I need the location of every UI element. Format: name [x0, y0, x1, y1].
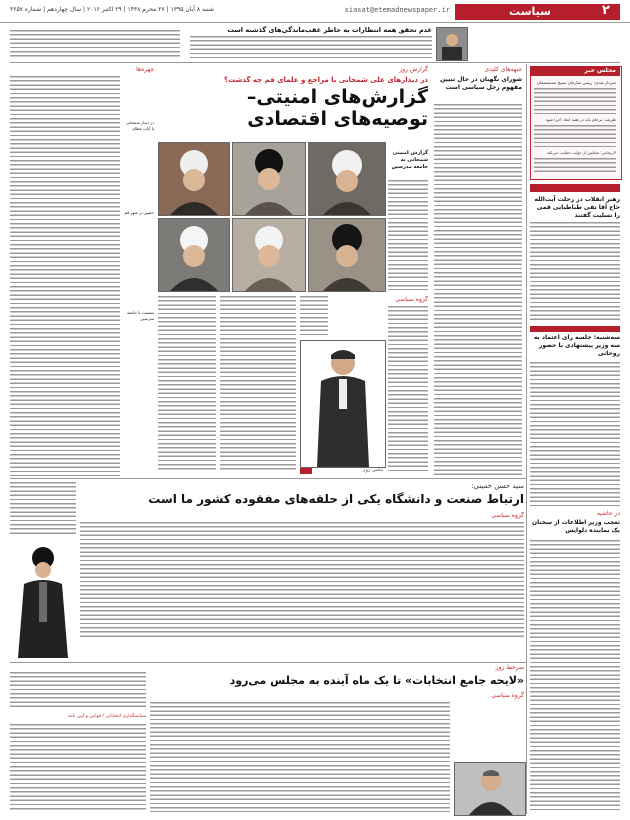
left-col-item[interactable]: نشست با جامعه مدرسین — [127, 310, 154, 321]
story2-body — [530, 222, 620, 322]
feature-side-caption[interactable]: گزارش امنیتی شمخانی به جامعه مدرسین — [391, 150, 428, 170]
mid-story-byline: گروه سیاسی — [491, 512, 524, 519]
cleric-photo — [308, 142, 386, 216]
mid-story-title[interactable]: ارتباط صنعت و دانشگاه یکی از حلقه‌های مفقوده کشور ما است — [148, 492, 524, 506]
story3-title[interactable]: سه‌شنبه: جلسه رای اعتماد به سه وزیر پیشنهادی با حضور روحانی — [533, 334, 620, 357]
feature-title-line2[interactable]: توصیه‌های اقتصادی — [247, 108, 428, 130]
col2-body — [434, 104, 522, 476]
section-divider — [10, 478, 526, 479]
mid-story-body — [80, 522, 524, 638]
bottom-story-byline: گروه سیاسی — [491, 692, 524, 699]
feature-tag: گزارش روز — [399, 66, 428, 73]
feature-title-line1[interactable]: گزارش‌های امنیتی– — [246, 86, 428, 108]
feature-body-col — [388, 306, 428, 472]
col2-title[interactable]: شورای نگهبان در حال تبیین مفهوم رجل سیاسی است — [440, 76, 522, 91]
column-rule — [526, 64, 527, 814]
section-divider — [10, 662, 526, 663]
news-box-text — [534, 125, 616, 147]
top-banner-photo — [436, 27, 468, 61]
news-box-item[interactable]: لاریجانی: مجلس از دولت حمایت می‌کند — [546, 150, 616, 155]
feature-kicker[interactable]: در دیدارهای علی شمخانی با مراجع و علمای قم چه گذشت؟ — [224, 76, 428, 84]
cleric-photo — [308, 218, 386, 292]
date-line: شنبه ۸ آبان ۱۳۹۵ | ۲۷ محرم ۱۴۳۸ | ۲۹ اکتبر ۲۰۱۶ | سال چهاردهم | شماره ۳۶۵۷ — [10, 6, 214, 13]
news-box-item[interactable]: سردار نقدی: رییس سازمان بسیج مستضعفان — [536, 80, 616, 85]
bottom-story-sub[interactable]: سیاستگذاری انتخاباتی / قوانین و آیین نامه — [68, 714, 146, 719]
news-box-tag: مجلس خبر — [530, 66, 620, 76]
shamkhani-photo — [300, 340, 386, 468]
story4-tag: در حاشیه — [596, 510, 620, 517]
cleric-photo — [158, 218, 230, 292]
story2-title[interactable]: رهبر انقلاب در رحلت آیت‌الله حاج آقا تقی طباطبایی قمی را تسلیت گفتند — [534, 196, 620, 219]
feature-body-col — [220, 296, 296, 472]
story2-bar — [530, 184, 620, 192]
news-box-item[interactable]: ظریف: برجام باید در همه ابعاد اجرا شود — [545, 117, 616, 122]
section-name[interactable]: سیاست — [509, 5, 551, 18]
feature-body-col — [158, 296, 216, 472]
left-col-item[interactable]: حضور در شهر قم — [124, 210, 154, 215]
col2-tag: جبهه‌های کلیدی — [484, 66, 522, 73]
story3-bar — [530, 326, 620, 332]
cleric-photo — [158, 142, 230, 216]
cleric-photo — [232, 142, 306, 216]
left-col-item[interactable]: در دیدار شمخانی با آیات عظام — [125, 120, 154, 131]
news-box-text — [534, 88, 616, 114]
bottom-story-tag: سرخط روز — [495, 664, 524, 671]
bottom-left-body — [10, 672, 146, 710]
bottom-story-title[interactable]: «لایحه جامع انتخابات» تا یک ماه آینده به مجلس می‌رود — [229, 674, 524, 687]
news-box-text — [534, 158, 616, 174]
story4-title[interactable]: تعجب وزیر اطلاعات از سخنان یک نماینده دلواپس — [531, 519, 620, 534]
bottom-story-body — [150, 702, 450, 812]
top-divider — [10, 62, 620, 63]
mid-story-kicker[interactable]: سید حسن خمینی: — [471, 482, 524, 490]
top-banner-title[interactable]: عدم تحقق همه انتظارات به خاطر عقب‌ماندگی‌های گذشته است — [227, 26, 432, 34]
feature-byline: گروه سیاسی — [395, 296, 428, 303]
photo-tag: عکس روز — [363, 467, 384, 473]
top-left-body — [10, 30, 180, 58]
page-number: ۲ — [602, 3, 610, 18]
photo-tag-box — [300, 468, 312, 474]
minister-photo — [454, 762, 526, 816]
feature-body-col — [300, 296, 328, 336]
mid-left-body — [10, 482, 76, 536]
bottom-left-body — [10, 724, 146, 812]
story4-body — [530, 540, 620, 812]
top-banner-body — [190, 36, 432, 58]
section-email[interactable]: siasat@etemadnewspaper.ir — [344, 6, 450, 14]
feature-side-body — [388, 180, 428, 290]
hassan-khomeini-photo — [10, 540, 76, 658]
story3-body — [530, 362, 620, 506]
portrait-image — [437, 28, 467, 60]
cleric-photo — [232, 218, 306, 292]
left-col-body — [10, 76, 120, 476]
left-col-tag: چهره‌ها — [136, 66, 154, 73]
